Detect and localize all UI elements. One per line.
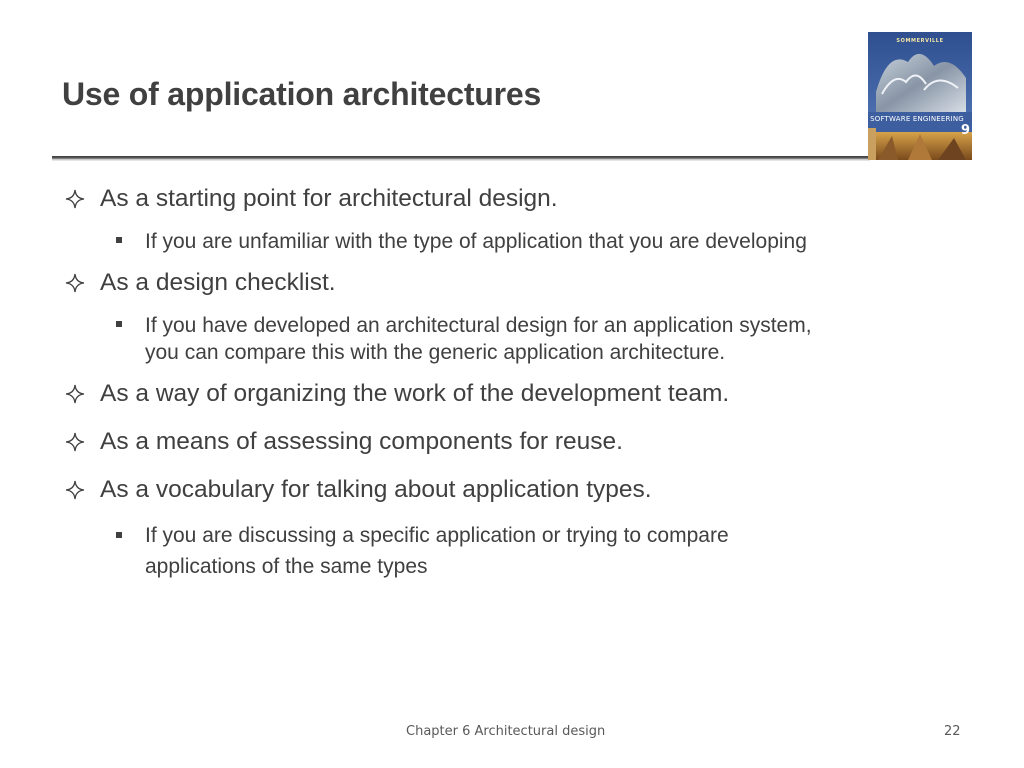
book-cover-art (868, 32, 972, 160)
bullet-item-1: As a starting point for architectural design. (100, 185, 558, 212)
star-bullet-icon (64, 188, 86, 210)
sub-bullet-2-line-2: you can compare this with the generic application architecture. (145, 341, 726, 364)
bullet-item-3: As a way of organizing the work of the development team. (100, 380, 730, 407)
footer-chapter: Chapter 6 Architectural design (406, 724, 606, 739)
star-bullet-icon (64, 479, 86, 501)
star-bullet-icon (64, 431, 86, 453)
slide-title: Use of application architectures (62, 76, 542, 112)
page-number: 22 (944, 724, 961, 739)
cover-author: SOMMERVILLE (896, 38, 944, 44)
sub-bullet-5-line-2: applications of the same types (145, 555, 428, 578)
star-bullet-icon (64, 272, 86, 294)
title-divider-shadow (52, 159, 870, 161)
cover-edition: 9 (960, 123, 970, 138)
bullet-item-5: As a vocabulary for talking about application types. (100, 476, 652, 503)
sub-bullet-2-line-1: If you have developed an architectural design for an application system, (145, 314, 812, 337)
bullet-item-4: As a means of assessing components for reuse. (100, 428, 623, 455)
sub-bullet-5-line-1: If you are discussing a specific application or trying to compare (145, 524, 729, 547)
cover-title: SOFTWARE ENGINEERING (870, 115, 964, 123)
square-bullet-icon (116, 237, 122, 243)
book-cover-image (868, 32, 972, 160)
bullet-item-2: As a design checklist. (100, 269, 336, 296)
square-bullet-icon (116, 532, 122, 538)
square-bullet-icon (116, 321, 122, 327)
star-bullet-icon (64, 383, 86, 405)
sub-bullet-1-line-1: If you are unfamiliar with the type of application that you are developing (145, 230, 807, 253)
